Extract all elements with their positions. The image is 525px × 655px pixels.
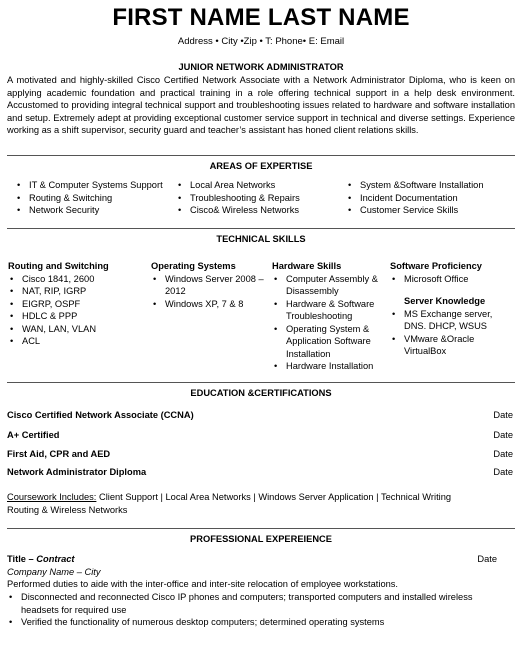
expertise-col-1 [15,179,175,217]
server-list [390,308,514,358]
skill-item: • Cisco 1841, 2600 [8,273,138,286]
education-name: Cisco Certified Network Associate (CCNA) [7,410,194,420]
contact-line: Address • City •Zip • T: Phone• E: Email [177,36,345,47]
expertise-item: • System &Software Installation [346,179,511,192]
experience-title: PROFESSIONAL EXPEREIENCE [190,534,332,544]
job-header [7,553,515,566]
skill-item: • MS Exchange server, DNS. DHCP, WSUS [390,308,514,333]
skill-item: • VMware &Oracle VirtualBox [390,333,514,358]
expertise-item: • IT & Computer Systems Support [15,179,175,192]
expertise-item: • Routing & Switching [15,192,175,205]
education-row [7,466,515,479]
education-row [7,448,515,461]
skill-item: • NAT, RIP, IGRP [8,285,138,298]
skill-item: • Operating System & Application Software Installation [272,323,388,361]
education-row [7,429,515,442]
education-row [7,409,515,422]
divider [7,382,515,383]
hardware-list [272,273,388,373]
education-date: Date [493,449,513,459]
hardware-column [272,260,388,373]
software-list [390,273,514,286]
job-date: Date [477,554,497,564]
technical-title: TECHNICAL SKILLS [216,234,306,244]
expertise-title: AREAS OF EXPERTISE [209,161,313,171]
divider [7,228,515,229]
os-title: Operating Systems [151,261,236,271]
job-bullets [7,591,477,629]
education-date: Date [493,410,513,420]
expertise-col-3 [346,179,511,217]
expertise-item: • Network Security [15,204,175,217]
expertise-item: • Local Area Networks [176,179,336,192]
os-list [151,273,273,311]
job-summary: Performed duties to aide with the inter-office and inter-site relocation of employee workstations. [7,579,399,589]
skill-item: • Hardware & Software Troubleshooting [272,298,388,323]
routing-column [8,260,138,348]
divider [7,155,515,156]
skill-item: • Windows XP, 7 & 8 [151,298,273,311]
expertise-item: • Troubleshooting & Repairs [176,192,336,205]
coursework-label: Coursework Includes: [7,492,97,502]
skill-item: • Computer Assembly & Disassembly [272,273,388,298]
education-title: EDUCATION &CERTIFICATIONS [190,388,332,398]
coursework [7,491,477,516]
education-name: First Aid, CPR and AED [7,449,111,459]
server-title: Server Knowledge [404,296,486,306]
job-bullet: • Verified the functionality of numerous desktop computers; determined operating systems [7,616,477,629]
skill-item: • EIGRP, OSPF [8,298,138,311]
skill-item: • Microsoft Office [390,273,514,286]
software-title: Software Proficiency [390,261,482,271]
skill-item: • ACL [8,335,138,348]
software-column [390,260,514,358]
os-column [151,260,273,310]
expertise-item: • Incident Documentation [346,192,511,205]
skill-item: • Windows Server 2008 – 2012 [151,273,273,298]
expertise-col-2 [176,179,336,217]
candidate-name: FIRST NAME LAST NAME [112,4,410,31]
job-type: Contract [36,554,75,564]
education-name: A+ Certified [7,430,60,440]
job-title: Title [7,554,26,564]
education-name: Network Administrator Diploma [7,467,147,477]
routing-list [8,273,138,348]
summary-text: A motivated and highly-skilled Cisco Certified Network Associate with a Network Administrator Diploma, who is keen on applying academic foundation and practical training in a role offering technical support in a help desk environment. Accustomed to providing integral technical support and troubleshooting issues related to hardware and software installation and setup. Extremely adept at providing exceptional customer service support in technical and diverse settings. Experience working as a shift supervisor, security guard and teacher’s assistant has honed client relations skills. [7,75,515,135]
job-bullet: • Disconnected and reconnected Cisco IP phones and computers; transported computers and installed wireless headsets for required use [7,591,477,616]
summary-title: JUNIOR NETWORK ADMINISTRATOR [178,62,344,72]
coursework-text: Client Support | Local Area Networks | Windows Server Application | Technical Writing Routing & Wireless Networks [7,492,452,515]
hardware-title: Hardware Skills [272,261,342,271]
expertise-item: • Cisco& Wireless Networks [176,204,336,217]
divider [7,528,515,529]
skill-item: • WAN, LAN, VLAN [8,323,138,336]
company: Company Name – City [7,567,101,577]
education-date: Date [493,467,513,477]
education-date: Date [493,430,513,440]
skill-item: • Hardware Installation [272,360,388,373]
job-separator: – [25,554,37,564]
skill-item: • HDLC & PPP [8,310,138,323]
routing-title: Routing and Switching [8,261,109,271]
expertise-item: • Customer Service Skills [346,204,511,217]
